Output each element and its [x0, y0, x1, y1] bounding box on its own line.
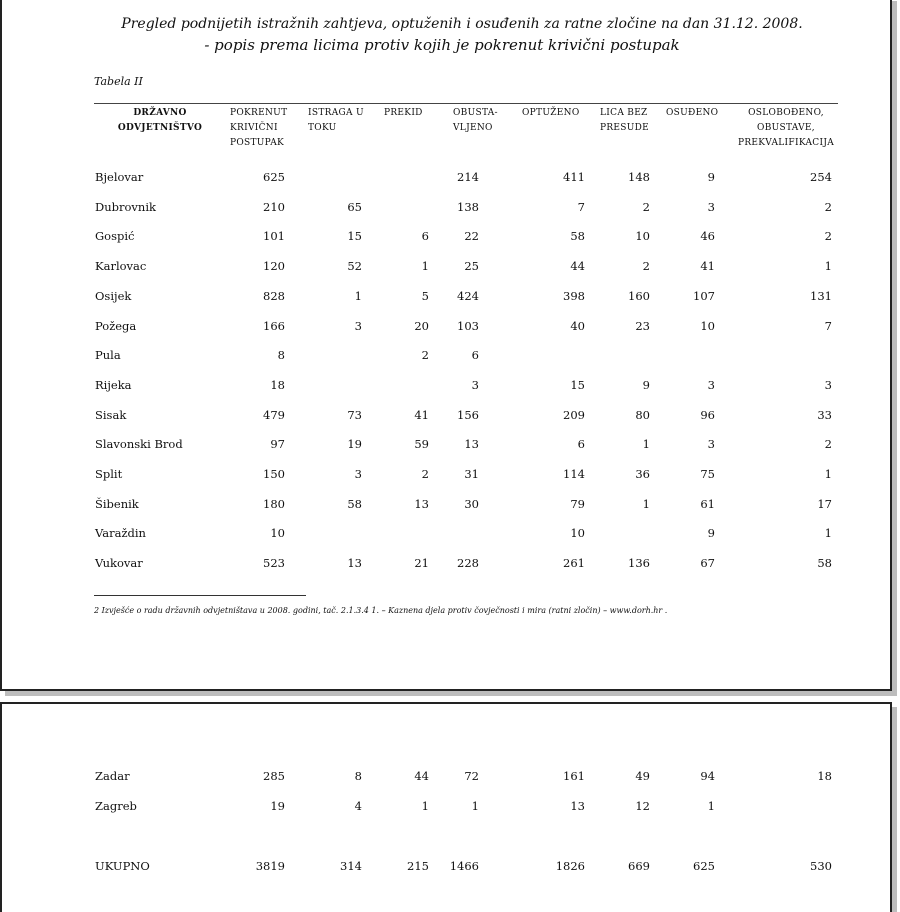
value-cell: 7: [577, 199, 585, 214]
value-cell: 13: [464, 437, 479, 452]
value-cell: 59: [414, 437, 429, 452]
report-title-line-2: - popis prema licima protiv kojih je pokrenut krivični postupak: [204, 36, 680, 54]
footnote-rule: [94, 595, 306, 596]
value-cell: 254: [810, 170, 832, 184]
report-title-line-1: Pregled podnijetih istražnih zahtjeva, optuženih i osuđenih za ratne zločine na dan 31.12. 2008.: [121, 16, 803, 32]
value-cell: 625: [693, 859, 715, 873]
value-cell: 13: [414, 496, 429, 511]
value-cell: 9: [642, 377, 650, 392]
value-cell: 10: [270, 526, 285, 541]
value-cell: 3: [354, 318, 362, 333]
value-cell: 314: [340, 859, 362, 873]
header-text: PREKID: [384, 108, 423, 118]
value-cell: 46: [700, 229, 715, 244]
value-cell: 23: [635, 318, 650, 333]
header-text: OBUSTA-: [453, 108, 498, 118]
value-cell: 36: [635, 467, 650, 481]
value-cell: 101: [263, 229, 285, 244]
value-cell: 3: [354, 467, 362, 481]
value-cell: 13: [570, 799, 585, 813]
value-cell: 131: [810, 288, 832, 303]
column-header-obustavljeno: [453, 106, 513, 136]
value-cell: 3: [824, 377, 832, 392]
value-cell: 261: [563, 556, 585, 571]
row-name-cell: Sisak: [95, 407, 127, 422]
value-cell: 1466: [449, 859, 479, 873]
value-cell: 625: [263, 170, 285, 184]
value-cell: 7: [824, 318, 832, 333]
table-label: Tabela II: [94, 75, 143, 88]
row-name-cell: Vukovar: [95, 556, 143, 571]
value-cell: 166: [263, 318, 285, 333]
value-cell: 30: [464, 496, 479, 511]
header-text: POSTUPAK: [230, 138, 285, 148]
row-name-cell: Gospić: [95, 229, 135, 244]
value-cell: 411: [563, 170, 585, 184]
value-cell: 215: [407, 859, 429, 873]
value-cell: 13: [347, 556, 362, 571]
table-row: [2, 200, 894, 218]
table-row: [2, 348, 894, 366]
header-text: PREKVALIFIKACIJA: [737, 138, 835, 148]
value-cell: 160: [628, 288, 650, 303]
row-name-cell: Zagreb: [95, 799, 137, 813]
header-text: DRŽAVNO: [133, 108, 187, 118]
value-cell: 49: [635, 769, 650, 783]
value-cell: 58: [347, 496, 362, 511]
row-name-cell: Dubrovnik: [95, 199, 156, 214]
value-cell: 209: [563, 407, 585, 422]
value-cell: 80: [635, 407, 650, 422]
header-text: OSLOBOĐENO,: [748, 108, 824, 118]
value-cell: 1: [421, 259, 429, 274]
value-cell: 44: [414, 769, 429, 783]
table-row: [2, 769, 894, 787]
value-cell: 2: [824, 437, 832, 452]
value-cell: 6: [471, 348, 479, 363]
value-cell: 523: [263, 556, 285, 571]
row-name-cell: Varaždin: [95, 526, 146, 541]
row-name-cell: UKUPNO: [95, 859, 150, 873]
value-cell: 6: [577, 437, 585, 452]
value-cell: 479: [263, 407, 285, 422]
value-cell: 398: [563, 288, 585, 303]
row-name-cell: Karlovac: [95, 259, 147, 274]
value-cell: 58: [570, 229, 585, 244]
row-name-cell: Zadar: [95, 769, 130, 783]
table-row: [2, 497, 894, 515]
value-cell: 2: [824, 229, 832, 244]
table-header-rule: [94, 103, 838, 104]
header-text: OBUSTAVE,: [757, 123, 815, 133]
table-row: [2, 467, 894, 485]
document-page-2: [0, 702, 892, 912]
value-cell: 6: [421, 229, 429, 244]
value-cell: 1: [354, 288, 362, 303]
value-cell: 138: [457, 199, 479, 214]
value-cell: 180: [263, 496, 285, 511]
table-row: [2, 289, 894, 307]
value-cell: 96: [700, 407, 715, 422]
value-cell: 669: [628, 859, 650, 873]
header-text: ISTRAGA U: [308, 108, 364, 118]
value-cell: 41: [700, 259, 715, 274]
value-cell: 2: [824, 199, 832, 214]
row-name-cell: Pula: [95, 348, 121, 363]
header-text: ODVJETNIŠTVO: [117, 123, 203, 133]
value-cell: 156: [457, 407, 479, 422]
header-text: VLJENO: [453, 123, 493, 133]
value-cell: 1: [824, 259, 832, 274]
table-row: [2, 437, 894, 455]
value-cell: 65: [347, 199, 362, 214]
footnote: 2 Izvješće o radu državnih odvjetništava u 2008. godini, tač. 2.1.3.4 1. – Kaznena djela protiv čovječnosti i mira (ratni zločin) – www.dorh.hr .: [94, 606, 668, 615]
value-cell: 22: [464, 229, 479, 244]
table-row: [2, 799, 894, 817]
value-cell: 3: [707, 199, 715, 214]
value-cell: 1: [824, 467, 832, 481]
column-header-lica-bez-presude: [600, 106, 660, 136]
value-cell: 228: [457, 556, 479, 571]
header-text: TOKU: [308, 123, 337, 133]
column-header-optuzeno: [522, 106, 592, 121]
value-cell: 10: [570, 526, 585, 541]
value-cell: 75: [700, 467, 715, 481]
row-name-cell: Split: [95, 467, 123, 481]
table-row: [2, 526, 894, 544]
value-cell: 530: [810, 859, 832, 873]
value-cell: 79: [570, 496, 585, 511]
value-cell: 9: [707, 170, 715, 184]
value-cell: 1: [471, 799, 479, 813]
value-cell: 19: [347, 437, 362, 452]
header-text: LICA BEZ: [600, 108, 648, 118]
table-row: [2, 378, 894, 396]
value-cell: 150: [263, 467, 285, 481]
value-cell: 94: [700, 769, 715, 783]
value-cell: 2: [642, 259, 650, 274]
value-cell: 8: [277, 348, 285, 363]
value-cell: 25: [464, 259, 479, 274]
value-cell: 120: [263, 259, 285, 274]
row-name-cell: Šibenik: [95, 496, 139, 511]
value-cell: 148: [628, 170, 650, 184]
value-cell: 18: [270, 377, 285, 392]
value-cell: 3: [707, 437, 715, 452]
value-cell: 44: [570, 259, 585, 274]
column-header-prekid: [384, 106, 444, 121]
column-header-oslobodeno: [730, 106, 842, 151]
value-cell: 1: [824, 526, 832, 541]
value-cell: 19: [270, 799, 285, 813]
value-cell: 10: [635, 229, 650, 244]
value-cell: 67: [700, 556, 715, 571]
value-cell: 72: [464, 769, 479, 783]
value-cell: 20: [414, 318, 429, 333]
row-name-cell: Slavonski Brod: [95, 437, 183, 452]
value-cell: 1: [642, 496, 650, 511]
value-cell: 9: [707, 526, 715, 541]
value-cell: 10: [700, 318, 715, 333]
table-row: [2, 408, 894, 426]
value-cell: 114: [563, 467, 585, 481]
column-header-pokrenut: [230, 106, 300, 151]
column-header-drzavno-odvjetnistvo: [115, 106, 205, 136]
value-cell: 5: [421, 288, 429, 303]
value-cell: 424: [457, 288, 479, 303]
header-text: POKRENUT: [230, 108, 288, 118]
row-name-cell: Požega: [95, 318, 137, 333]
value-cell: 1: [421, 799, 429, 813]
value-cell: 3: [471, 377, 479, 392]
table-row: [2, 859, 894, 877]
value-cell: 103: [457, 318, 479, 333]
value-cell: 1: [707, 799, 715, 813]
value-cell: 3819: [255, 859, 285, 873]
value-cell: 52: [347, 259, 362, 274]
value-cell: 17: [817, 496, 832, 511]
row-name-cell: Osijek: [95, 288, 132, 303]
value-cell: 1: [642, 437, 650, 452]
value-cell: 2: [642, 199, 650, 214]
header-text: PRESUDE: [600, 123, 650, 133]
value-cell: 31: [464, 467, 479, 481]
value-cell: 58: [817, 556, 832, 571]
header-text: KRIVIČNI: [230, 123, 278, 133]
value-cell: 2: [421, 348, 429, 363]
value-cell: 15: [347, 229, 362, 244]
table-row: [2, 170, 894, 188]
value-cell: 97: [270, 437, 285, 452]
row-name-cell: Rijeka: [95, 377, 132, 392]
header-text: OPTUŽENO: [522, 108, 580, 118]
column-header-istraga: [308, 106, 378, 136]
value-cell: 107: [693, 288, 715, 303]
value-cell: 136: [628, 556, 650, 571]
table-row: [2, 229, 894, 247]
value-cell: 18: [817, 769, 832, 783]
value-cell: 214: [457, 170, 479, 184]
value-cell: 15: [570, 377, 585, 392]
row-name-cell: Bjelovar: [95, 170, 144, 184]
value-cell: 2: [421, 467, 429, 481]
table-row: [2, 556, 894, 574]
value-cell: 4: [354, 799, 362, 813]
value-cell: 33: [817, 407, 832, 422]
value-cell: 1826: [555, 859, 585, 873]
table-row: [2, 259, 894, 277]
value-cell: 61: [700, 496, 715, 511]
table-row: [2, 319, 894, 337]
value-cell: 41: [414, 407, 429, 422]
value-cell: 210: [263, 199, 285, 214]
value-cell: 161: [563, 769, 585, 783]
value-cell: 73: [347, 407, 362, 422]
value-cell: 21: [414, 556, 429, 571]
value-cell: 3: [707, 377, 715, 392]
value-cell: 40: [570, 318, 585, 333]
value-cell: 828: [263, 288, 285, 303]
value-cell: 285: [263, 769, 285, 783]
header-text: OSUĐENO: [666, 108, 719, 118]
value-cell: 12: [635, 799, 650, 813]
value-cell: 8: [354, 769, 362, 783]
column-header-osudeno: [666, 106, 726, 121]
